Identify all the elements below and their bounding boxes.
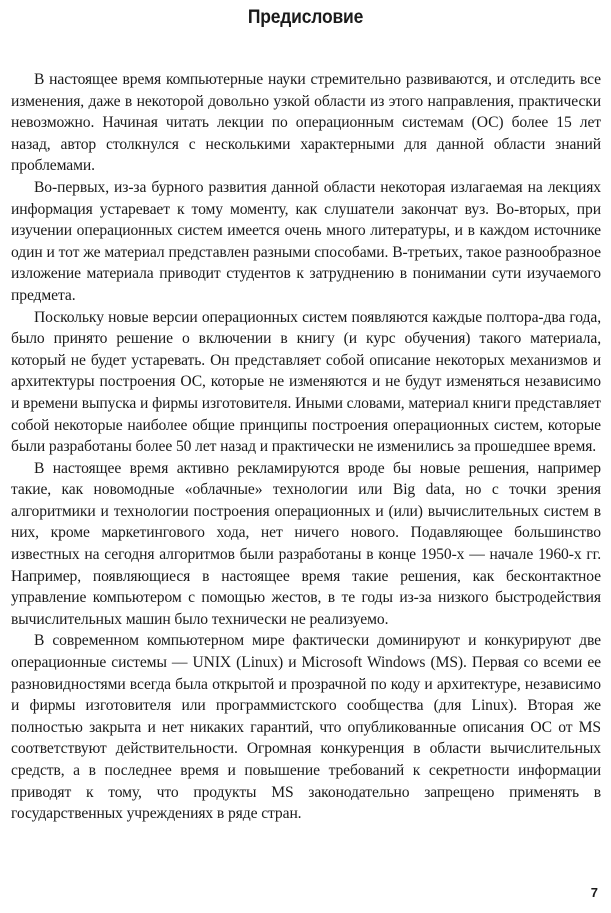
page-title: Предисловие [247,7,364,28]
paragraph-3: Поскольку новые версии операционных систем появляются каждые полтора-два года, было принято решение о включении в книгу (и курс обучения) такого материала, который не будет устаревать. Он представляет собой описание некоторых механизмов и архитектуры построения ОС, которые не изменяются и не будут изменяться независимо и времени выпуска и фирмы изготовителя. Иными словами, материал книги представляет собой некоторые наиболее общие принципы построения операционных систем, которые были разработаны более 50 лет назад и практически не изменились за прошедшее время. [11,308,601,456]
page-number: 7 [590,885,598,900]
paragraph-4: В настоящее время активно рекламируются вроде бы новые решения, например такие, как новомодные «облачные» технологии или Big data, но с точки зрения алгоритмики и технологии построения операционных и (или) вычислительных систем в них, кроме маркетингового хода, нет ничего нового. Подавляющее большинство известных на сегодня алгоритмов были разработаны в конце 1950-х — начале 1960-х гг. Например, появляющиеся в настоящее время такие решения, как бесконтактное управление компьютером с помощью жестов, в те годы из-за низкого быстродействия вычислительных машин было технически не реализуемо. [11,459,601,628]
paragraph-1: В настоящее время компьютерные науки стремительно развиваются, и отследить все изменения, даже в некоторой довольно узкой области из этого направления, практически невозможно. Начиная читать лекции по операционным системам (ОС) более 15 лет назад, автор столкнулся с несколькими характерными для данной области знаний проблемами. [11,71,601,175]
paragraph-5: В современном компьютерном мире фактически доминируют и конкурируют две операционные системы — UNIX (Linux) и Microsoft Windows (MS). Первая со всеми ее разновидностями всегда была открытой и прозрачной по коду и архитектуре, независимо и фирмы изготовителя или программистского сообщества (для Linux). Вторая же полностью закрыта и нет никаких гарантий, что опубликованные описания ОС от MS соответствуют действительности. Огромная конкуренция в области вычислительных средств, а в последнее время и повышение требований к секретности информации приводят к тому, что продукты MS законодательно запрещено применять в государственных учреждениях в ряде стран. [11,632,601,823]
body-text [11,69,601,825]
paragraph-2: Во-первых, из-за бурного развития данной области некоторая излагаемая на лекциях информация устаревает к тому моменту, как слушатели закончат вуз. Во-вторых, при изучении операционных систем имеется очень много литературы, и в каждом источнике один и тот же материал представлен разными способами. В-третьих, такое разнообразное изложение материала приводит студентов к затруднению в понимании сути изучаемого предмета. [11,178,601,304]
